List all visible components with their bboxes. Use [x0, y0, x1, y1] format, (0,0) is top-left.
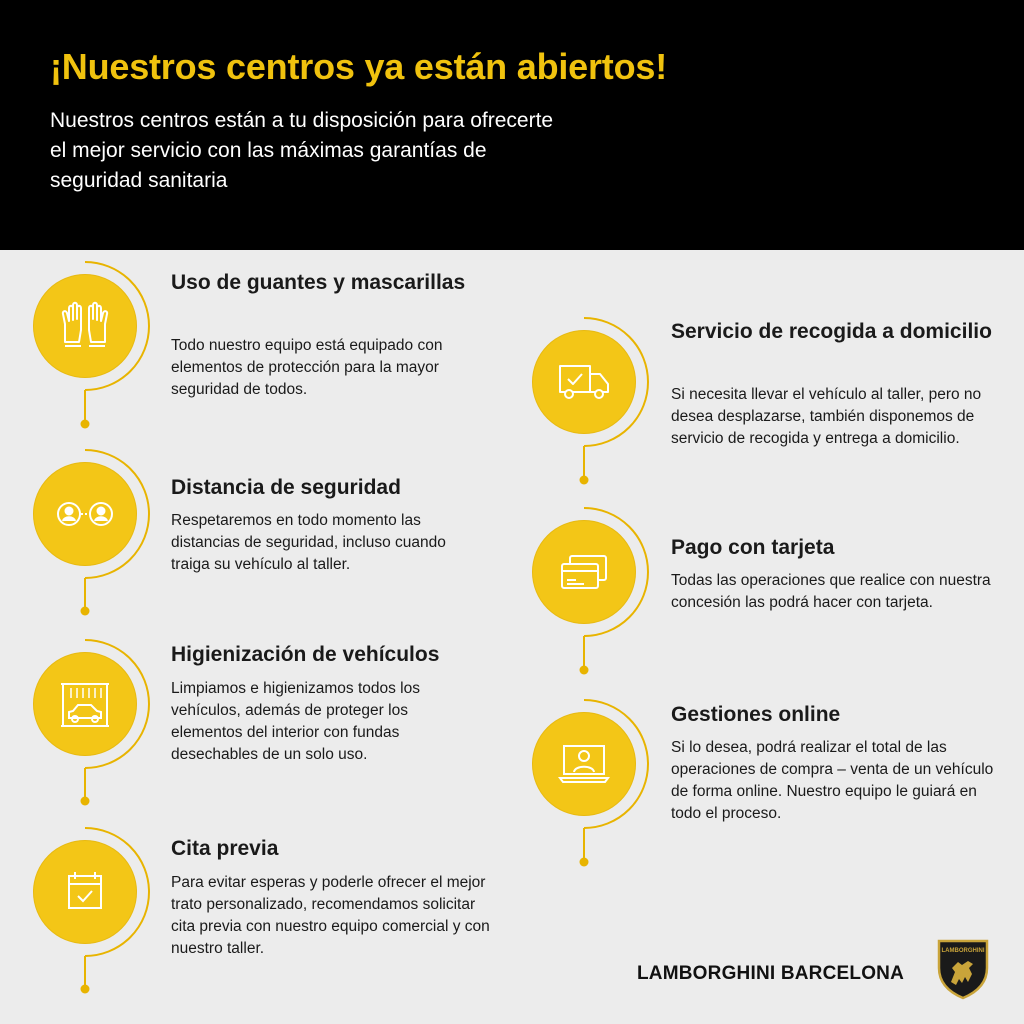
feature-description: Todas las operaciones que realice con nuestra concesión las podrá hacer con tarjeta.: [671, 572, 991, 611]
feature-description: Para evitar esperas y poderle ofrecer el mejor trato personalizado, recomendamos solicitar cita previa con nuestro equipo comercial y con nuestro taller.: [171, 874, 490, 957]
feature-description: Si necesita llevar el vehículo al taller, pero no desea desplazarse, también disponemos de servicio de recogida y entrega a domicilio.: [671, 386, 982, 447]
header-banner: [0, 0, 1024, 250]
feature-title: Distancia de seguridad: [171, 476, 401, 499]
lamborghini-crest-logo: [935, 938, 991, 1000]
feature-title: Pago con tarjeta: [671, 536, 835, 559]
feature-description: Limpiamos e higienizamos todos los vehículos, además de proteger los elementos del interior con fundas desechables de un solo uso.: [171, 680, 420, 763]
online-monitor-icon: [532, 712, 636, 816]
feature-description: Respetaremos en todo momento las distancias de seguridad, incluso cuando traiga su vehículo al taller.: [171, 512, 446, 573]
feature-title: Servicio de recogida a domicilio: [671, 320, 992, 343]
feature-description: Si lo desea, podrá realizar el total de las operaciones de compra – venta de un vehículo de forma online. Nuestro equipo le guiará en todo el proceso.: [671, 739, 994, 822]
feature-title: Uso de guantes y mascarillas: [171, 271, 466, 294]
gloves-icon: [33, 274, 137, 378]
distance-icon: [33, 462, 137, 566]
svg-text:LAMBORGHINI: LAMBORGHINI: [941, 948, 985, 954]
feature-title: Gestiones online: [671, 703, 841, 726]
page-subtitle: Nuestros centros están a tu disposición para ofrecerte el mejor servicio con las máximas garantías de seguridad sanitaria: [50, 109, 554, 192]
credit-card-icon: [532, 520, 636, 624]
brand-name: LAMBORGHINI BARCELONA: [637, 963, 905, 984]
feature-title: Higienización de vehículos: [171, 643, 440, 666]
truck-icon: [532, 330, 636, 434]
car-wash-icon: [33, 652, 137, 756]
feature-description: Todo nuestro equipo está equipado con elementos de protección para la mayor seguridad de todos.: [171, 337, 443, 398]
feature-title: Cita previa: [171, 837, 279, 860]
calendar-check-icon: [33, 840, 137, 944]
page-title: ¡Nuestros centros ya están abiertos!: [50, 46, 667, 87]
